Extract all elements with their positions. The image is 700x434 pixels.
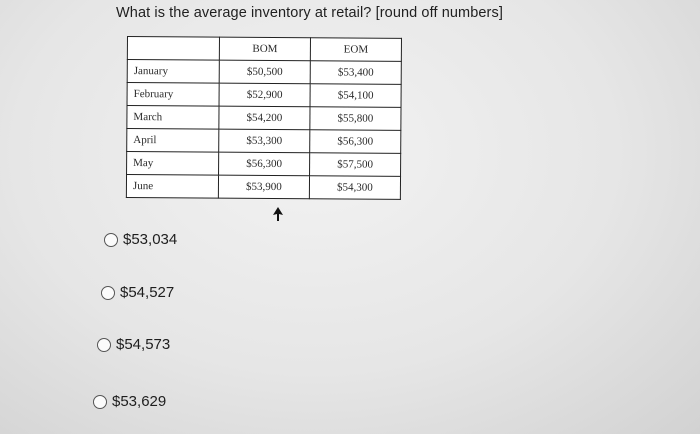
answer-option-1[interactable] — [104, 231, 177, 248]
month-cell: April — [127, 129, 219, 153]
header-bom: BOM — [219, 37, 310, 61]
table-row — [127, 83, 401, 108]
month-cell: February — [127, 83, 219, 107]
answer-option-2[interactable] — [101, 284, 174, 301]
header-eom: EOM — [310, 38, 401, 62]
eom-cell: $53,400 — [310, 61, 401, 85]
month-cell: May — [127, 152, 219, 176]
bom-cell: $54,200 — [219, 106, 310, 130]
bom-cell: $52,900 — [219, 83, 310, 107]
mouse-pointer-icon — [273, 207, 285, 221]
table-row — [127, 106, 401, 131]
month-cell: January — [127, 60, 219, 84]
option-label: $53,034 — [123, 231, 178, 248]
eom-cell: $56,300 — [310, 130, 401, 154]
month-cell: March — [127, 106, 219, 130]
bom-cell: $53,300 — [219, 129, 310, 153]
table-row — [127, 60, 401, 85]
table-row — [126, 175, 400, 200]
table-row — [127, 152, 401, 177]
option-label: $54,527 — [120, 284, 175, 301]
answer-option-4[interactable] — [93, 393, 166, 410]
bom-cell: $56,300 — [219, 152, 310, 176]
eom-cell: $54,300 — [309, 176, 400, 200]
bom-cell: $53,900 — [218, 175, 309, 199]
table-header-row — [127, 37, 401, 62]
bom-cell: $50,500 — [219, 60, 310, 84]
answer-option-3[interactable] — [97, 336, 170, 353]
question-text: What is the average inventory at retail? [round off numbers] — [116, 5, 503, 21]
eom-cell: $57,500 — [310, 153, 401, 177]
eom-cell: $54,100 — [310, 84, 401, 108]
inventory-table — [126, 36, 402, 200]
radio-button[interactable] — [93, 395, 107, 409]
month-cell: June — [126, 175, 218, 199]
header-month — [127, 37, 219, 61]
radio-button[interactable] — [101, 286, 115, 300]
option-label: $54,573 — [116, 336, 171, 353]
eom-cell: $55,800 — [310, 107, 401, 131]
table-row — [127, 129, 401, 154]
radio-button[interactable] — [104, 233, 118, 247]
radio-button[interactable] — [97, 338, 111, 352]
option-label: $53,629 — [112, 393, 167, 410]
